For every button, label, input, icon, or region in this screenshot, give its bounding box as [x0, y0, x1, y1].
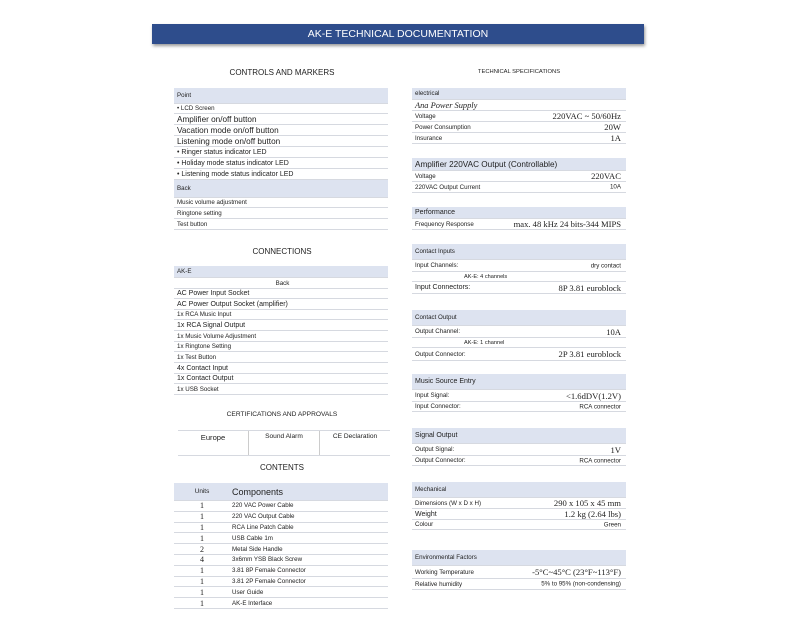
- spec-mechanical: [412, 482, 626, 530]
- table-row: [412, 133, 626, 144]
- row-value: 20W: [604, 122, 621, 132]
- document-banner: AK-E TECHNICAL DOCUMENTATION: [152, 24, 644, 44]
- table-row: [412, 122, 626, 133]
- table-row: [174, 125, 388, 136]
- list-item: [174, 544, 388, 555]
- row-label: AC Power Input Socket: [177, 290, 250, 297]
- item-name: 3.81 2P Female Connector: [232, 577, 306, 585]
- table-row: [412, 348, 626, 361]
- row-label: Contact Output: [415, 314, 457, 321]
- table-row: [412, 402, 626, 412]
- certifications-title: CERTIFICATIONS AND APPROVALS: [226, 411, 338, 418]
- item-name: 220 VAC Power Cable: [232, 502, 294, 510]
- row-value: 220VAC ~ 50/60Hz: [552, 111, 621, 121]
- row-label: Music Source Entry: [415, 378, 476, 385]
- table-row: [412, 428, 626, 444]
- row-label: Amplifier 220VAC Output (Controllable): [415, 159, 558, 169]
- table-row: [174, 88, 388, 104]
- row-value: 10A: [606, 326, 621, 337]
- components-header: Components: [232, 486, 284, 497]
- row-label: 1x RCA Signal Output: [177, 321, 246, 329]
- row-label: electrical: [415, 90, 440, 97]
- row-label: Performance: [415, 209, 456, 216]
- row-label: AK-E: [177, 268, 192, 275]
- row-value: 1A: [610, 133, 621, 143]
- row-value: 5% to 95% (non-condensing): [541, 580, 621, 588]
- row-label: Point: [177, 92, 192, 99]
- cert-europe: Europe: [200, 433, 226, 442]
- row-label: Input Signal:: [415, 392, 450, 399]
- row-label: 1x Test Button: [177, 353, 217, 361]
- table-row: [412, 171, 626, 182]
- table-row: [174, 331, 388, 342]
- table-row: [174, 384, 388, 395]
- row-label: 1x Music Volume Adjustment: [177, 332, 257, 340]
- table-row: [412, 326, 626, 338]
- cert-sound-alarm: Sound Alarm: [248, 431, 319, 455]
- item-units: 1: [200, 587, 204, 597]
- row-label: Input Connector:: [415, 403, 461, 410]
- table-row: [412, 260, 626, 272]
- table-row: [412, 498, 626, 509]
- table-row: [412, 100, 626, 111]
- certifications-table: [178, 430, 390, 456]
- row-value: max. 48 kHz 24 bits-344 MIPS: [513, 219, 621, 229]
- list-item: [174, 512, 388, 523]
- list-item: [174, 533, 388, 544]
- row-label: • Listening mode status indicator LED: [177, 170, 294, 178]
- row-label: Working Temperature: [415, 568, 474, 576]
- row-label: Input Channels:: [415, 262, 459, 269]
- row-note: AK-E: 4 channels: [464, 273, 508, 280]
- row-label: Vacation mode on/off button: [177, 125, 279, 135]
- row-label: Input Connectors:: [415, 284, 471, 291]
- item-units: 1: [200, 566, 204, 576]
- contents-title: CONTENTS: [260, 463, 304, 472]
- table-row: [412, 272, 626, 282]
- row-label: Contact Inputs: [415, 248, 455, 255]
- row-label: Back: [177, 185, 191, 192]
- spec-electrical: [412, 88, 626, 144]
- row-value: RCA connector: [579, 403, 621, 410]
- table-row: [412, 374, 626, 390]
- spec-environmental: [412, 550, 626, 590]
- table-row: [174, 266, 388, 278]
- row-label: Frequency Response: [415, 220, 474, 228]
- table-row: [174, 352, 388, 363]
- table-row: [174, 278, 388, 289]
- row-value: <1.6dDV(1.2V): [566, 390, 621, 401]
- item-name: AK-E Interface: [232, 599, 273, 607]
- row-label: Test button: [177, 220, 208, 228]
- row-label: Dimensions (W x D x H): [415, 499, 482, 507]
- item-units: 1: [200, 598, 204, 608]
- row-value: dry contact: [590, 262, 621, 269]
- row-label: • Ringer status indicator LED: [177, 148, 267, 156]
- item-name: 3.81 8P Female Connector: [232, 567, 306, 575]
- list-item: [174, 587, 388, 598]
- controls-title: CONTROLS AND MARKERS: [229, 68, 335, 77]
- row-label: 220VAC Output Current: [415, 183, 481, 191]
- item-name: 3x6mm YSB Black Screw: [232, 556, 303, 564]
- table-row: [174, 342, 388, 352]
- item-name: 220 VAC Output Cable: [232, 513, 295, 521]
- list-item: [174, 555, 388, 566]
- table-row: [174, 147, 388, 158]
- table-row: [174, 198, 388, 208]
- table-row: [174, 374, 388, 384]
- table-row: [412, 444, 626, 456]
- row-value: 290 x 105 x 45 mm: [553, 498, 621, 508]
- row-label: Signal Output: [415, 432, 458, 439]
- row-label: Output Connector:: [415, 350, 466, 358]
- list-item: [174, 501, 388, 512]
- table-row: [412, 244, 626, 260]
- row-label: • Holiday mode status indicator LED: [177, 159, 289, 167]
- table-row: [412, 509, 626, 520]
- row-value: RCA connector: [579, 457, 621, 464]
- table-row: [174, 219, 388, 230]
- row-value: -5°C~45°C (23°F~113°F): [532, 567, 621, 577]
- list-item: [174, 598, 388, 609]
- item-name: RCA Line Patch Cable: [232, 523, 294, 531]
- connections-title: CONNECTIONS: [252, 247, 312, 256]
- item-units: 1: [200, 522, 204, 532]
- spec-signal-output: [412, 428, 626, 466]
- table-row: [174, 363, 388, 374]
- item-units: 2: [200, 544, 204, 554]
- table-row: [412, 88, 626, 100]
- table-row: [174, 299, 388, 310]
- row-label: 1x USB Socket: [177, 385, 219, 393]
- table-row: [174, 310, 388, 320]
- table-row: [412, 390, 626, 402]
- row-label: • LCD Screen: [177, 105, 215, 112]
- table-row: [412, 550, 626, 566]
- row-label: Weight: [415, 510, 437, 518]
- row-label: Environmental Factors: [415, 554, 477, 561]
- row-label: 1x Contact Output: [177, 375, 234, 382]
- table-row: [174, 158, 388, 169]
- row-value: 1.2 kg (2.64 lbs): [564, 509, 621, 519]
- spec-contact-output: [412, 310, 626, 361]
- item-name: User Guide: [232, 588, 264, 596]
- table-row: [412, 207, 626, 219]
- row-note: AK-E: 1 channel: [464, 339, 505, 346]
- table-row: [174, 180, 388, 198]
- table-row: [412, 158, 626, 171]
- row-label: 4x Contact Input: [177, 364, 228, 372]
- table-row: [412, 579, 626, 590]
- row-label: Amplifier on/off button: [177, 114, 257, 124]
- item-units: 1: [200, 501, 204, 511]
- specs-title: TECHNICAL SPECIFICATIONS: [477, 69, 561, 75]
- spec-music-source: [412, 374, 626, 412]
- row-label: Output Channel:: [415, 328, 461, 335]
- row-label: Relative humidity: [415, 580, 463, 588]
- spec-amplifier: [412, 158, 626, 193]
- row-label: Colour: [415, 521, 434, 528]
- table-row: [412, 111, 626, 122]
- table-row: [412, 456, 626, 466]
- table-row: [174, 208, 388, 219]
- item-units: 1: [200, 576, 204, 586]
- row-label: Back: [275, 279, 290, 287]
- row-label: Voltage: [415, 172, 436, 180]
- table-row: [412, 182, 626, 193]
- item-name: USB Cable 1m: [232, 534, 273, 542]
- row-label: AC Power Output Socket (amplifier): [177, 300, 288, 308]
- row-label: Ringtone setting: [177, 209, 222, 217]
- controls-table: [174, 88, 388, 230]
- table-row: [174, 114, 388, 125]
- row-label: Output Signal:: [415, 446, 455, 453]
- row-label: Listening mode on/off button: [177, 136, 281, 146]
- spec-contact-inputs: [412, 244, 626, 294]
- cert-ce-declaration: CE Declaration: [319, 431, 390, 455]
- units-header: Units: [194, 488, 210, 495]
- list-item: [174, 523, 388, 534]
- row-label: Insurance: [415, 134, 443, 142]
- item-units: 4: [200, 555, 204, 565]
- table-row: [412, 219, 626, 230]
- contents-table: [174, 483, 388, 609]
- row-value: 220VAC: [591, 171, 621, 181]
- table-row: [174, 289, 388, 299]
- table-row: [412, 566, 626, 579]
- contents-header: [174, 483, 388, 501]
- row-label: 1x RCA Music Input: [177, 311, 232, 318]
- table-row: [174, 169, 388, 180]
- table-row: [412, 282, 626, 294]
- row-value: 2P 3.81 euroblock: [558, 349, 621, 359]
- table-row: [174, 136, 388, 147]
- row-label: Voltage: [415, 112, 436, 120]
- row-label: Output Connector:: [415, 457, 466, 464]
- item-name: Metal Side Handle: [232, 545, 283, 553]
- list-item: [174, 566, 388, 577]
- row-value: Green: [603, 521, 621, 528]
- list-item: [174, 577, 388, 588]
- table-row: [412, 310, 626, 326]
- spec-performance: [412, 207, 626, 230]
- table-row: [174, 104, 388, 114]
- row-label: Ana Power Supply: [415, 100, 478, 110]
- row-value: 10A: [609, 183, 621, 191]
- row-label: Music volume adjustment: [177, 199, 247, 206]
- row-label: Mechanical: [415, 486, 447, 493]
- table-row: [174, 320, 388, 331]
- row-label: Power Consumption: [415, 123, 471, 131]
- item-units: 1: [200, 512, 204, 522]
- row-value: 1V: [610, 444, 621, 455]
- row-label: 1x Ringtone Setting: [177, 343, 232, 350]
- connections-table: [174, 266, 388, 395]
- table-row: [412, 520, 626, 530]
- table-row: [412, 482, 626, 498]
- table-row: [412, 338, 626, 348]
- row-value: 8P 3.81 euroblock: [558, 282, 621, 293]
- item-units: 1: [200, 533, 204, 543]
